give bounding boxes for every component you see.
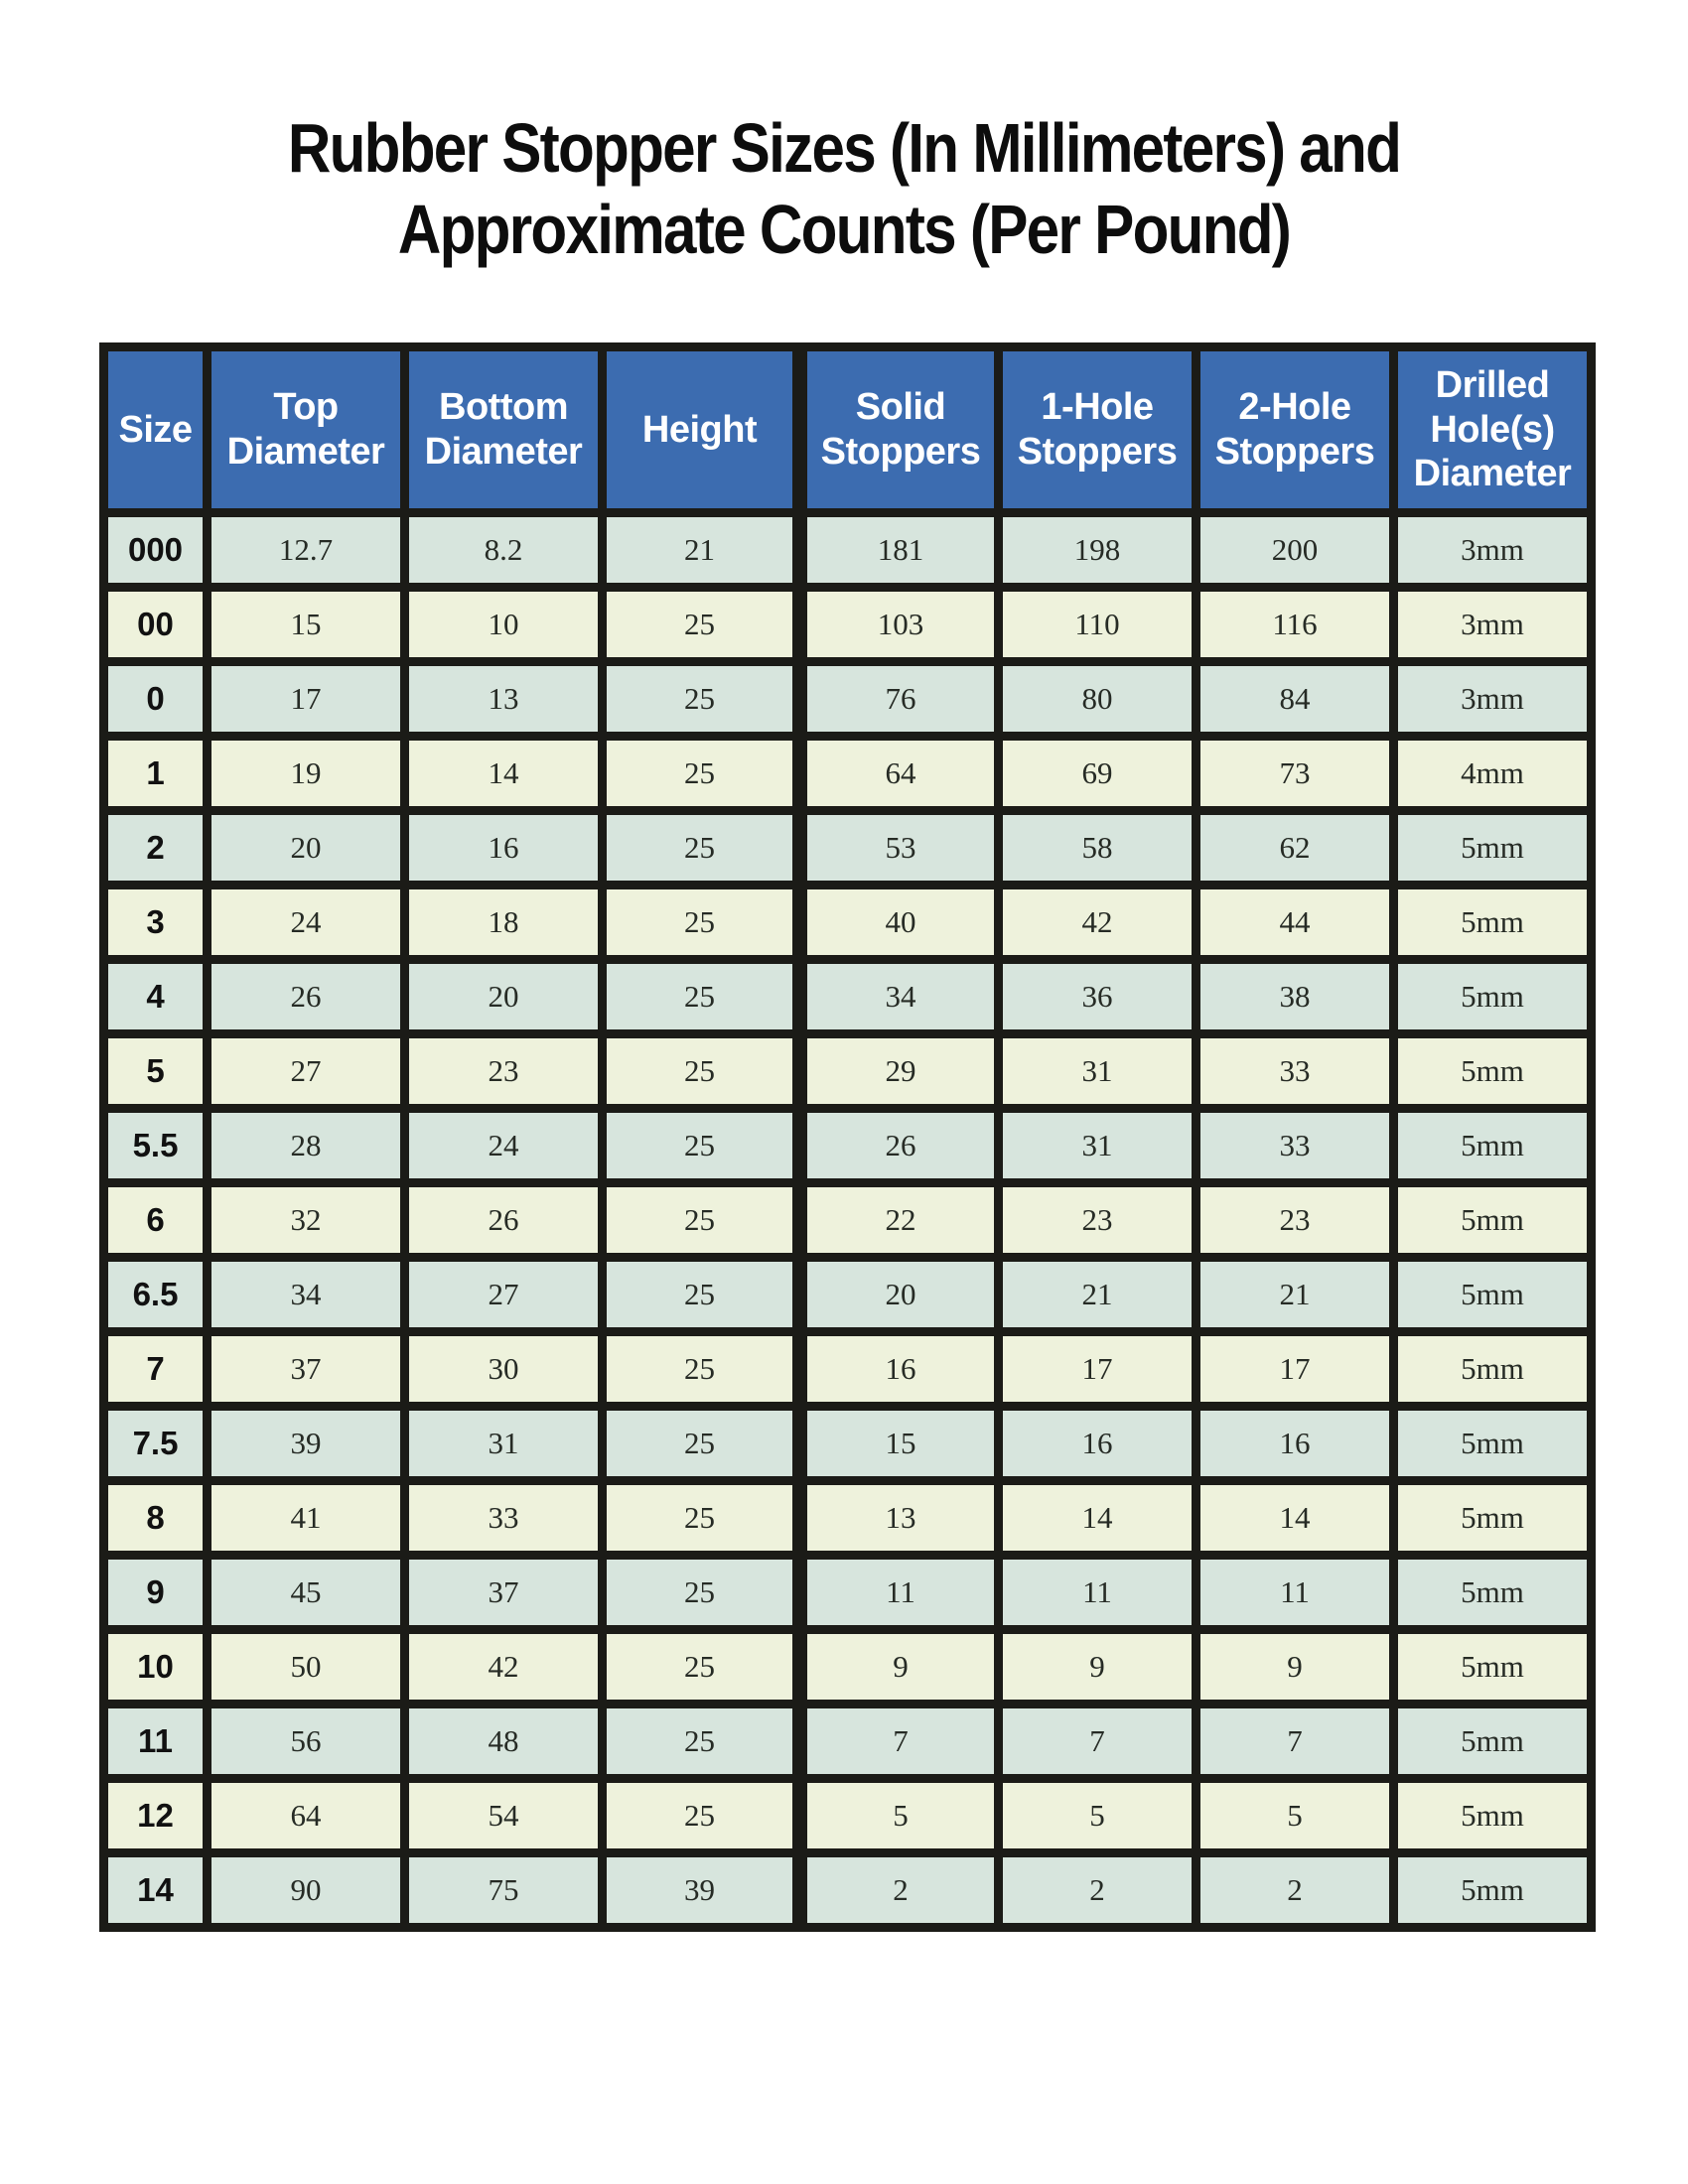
cell-solid-stoppers: 40 [800,886,999,960]
cell-1-hole-stoppers: 9 [999,1630,1196,1705]
cell-height: 25 [603,662,800,737]
page-title-line-2: Approximate Counts (Per Pound) [397,191,1291,268]
cell-bottom-diameter: 23 [405,1034,603,1109]
row-size-label: 0 [104,662,208,737]
cell-2-hole-stoppers: 38 [1196,960,1394,1034]
row-size-label: 00 [104,588,208,662]
cell-top-diameter: 19 [208,737,405,811]
cell-bottom-diameter: 54 [405,1779,603,1853]
cell-2-hole-stoppers: 11 [1196,1556,1394,1630]
cell-1-hole-stoppers: 5 [999,1779,1196,1853]
cell-height: 25 [603,1407,800,1481]
cell-solid-stoppers: 13 [800,1481,999,1556]
header-row [104,347,1592,513]
cell-drilled-hole-s-diameter: 5mm [1394,1258,1592,1332]
stopper-size-table [99,342,1596,1932]
cell-drilled-hole-s-diameter: 5mm [1394,1183,1592,1258]
cell-bottom-diameter: 31 [405,1407,603,1481]
cell-height: 39 [603,1853,800,1928]
cell-height: 25 [603,886,800,960]
cell-1-hole-stoppers: 21 [999,1258,1196,1332]
row-size-label: 6 [104,1183,208,1258]
row-size-label: 11 [104,1705,208,1779]
cell-2-hole-stoppers: 73 [1196,737,1394,811]
cell-height: 25 [603,1109,800,1183]
table-row-size-00 [104,588,1592,662]
table-row-size-000 [104,513,1592,588]
cell-top-diameter: 12.7 [208,513,405,588]
cell-top-diameter: 39 [208,1407,405,1481]
table-header [104,347,1592,513]
table-row-size-10 [104,1630,1592,1705]
cell-2-hole-stoppers: 84 [1196,662,1394,737]
cell-top-diameter: 34 [208,1258,405,1332]
cell-bottom-diameter: 75 [405,1853,603,1928]
cell-bottom-diameter: 13 [405,662,603,737]
cell-solid-stoppers: 22 [800,1183,999,1258]
cell-2-hole-stoppers: 44 [1196,886,1394,960]
cell-1-hole-stoppers: 36 [999,960,1196,1034]
row-size-label: 2 [104,811,208,886]
cell-height: 25 [603,1332,800,1407]
cell-height: 25 [603,1034,800,1109]
cell-drilled-hole-s-diameter: 5mm [1394,1034,1592,1109]
cell-1-hole-stoppers: 198 [999,513,1196,588]
cell-bottom-diameter: 48 [405,1705,603,1779]
column-header-drilled-hole-s-diameter: Drilled Hole(s) Diameter [1394,347,1592,513]
cell-height: 25 [603,1183,800,1258]
cell-bottom-diameter: 37 [405,1556,603,1630]
cell-1-hole-stoppers: 58 [999,811,1196,886]
cell-2-hole-stoppers: 9 [1196,1630,1394,1705]
cell-drilled-hole-s-diameter: 5mm [1394,1556,1592,1630]
cell-top-diameter: 24 [208,886,405,960]
table-row-size-8 [104,1481,1592,1556]
cell-drilled-hole-s-diameter: 5mm [1394,886,1592,960]
cell-drilled-hole-s-diameter: 3mm [1394,662,1592,737]
cell-height: 25 [603,588,800,662]
table-body [104,513,1592,1928]
cell-top-diameter: 45 [208,1556,405,1630]
column-header-top-diameter: Top Diameter [208,347,405,513]
column-header-2-hole-stoppers: 2-Hole Stoppers [1196,347,1394,513]
cell-solid-stoppers: 2 [800,1853,999,1928]
column-header-solid-stoppers: Solid Stoppers [800,347,999,513]
column-header-1-hole-stoppers: 1-Hole Stoppers [999,347,1196,513]
cell-bottom-diameter: 14 [405,737,603,811]
column-header-height: Height [603,347,800,513]
row-size-label: 000 [104,513,208,588]
cell-2-hole-stoppers: 116 [1196,588,1394,662]
cell-top-diameter: 41 [208,1481,405,1556]
cell-1-hole-stoppers: 16 [999,1407,1196,1481]
cell-height: 25 [603,1779,800,1853]
row-size-label: 6.5 [104,1258,208,1332]
cell-1-hole-stoppers: 42 [999,886,1196,960]
cell-height: 25 [603,960,800,1034]
cell-2-hole-stoppers: 23 [1196,1183,1394,1258]
cell-top-diameter: 32 [208,1183,405,1258]
cell-solid-stoppers: 16 [800,1332,999,1407]
cell-drilled-hole-s-diameter: 5mm [1394,811,1592,886]
table-row-size-11 [104,1705,1592,1779]
cell-top-diameter: 27 [208,1034,405,1109]
table-row-size-7-5 [104,1407,1592,1481]
cell-solid-stoppers: 9 [800,1630,999,1705]
cell-drilled-hole-s-diameter: 5mm [1394,960,1592,1034]
row-size-label: 5 [104,1034,208,1109]
cell-bottom-diameter: 24 [405,1109,603,1183]
cell-bottom-diameter: 27 [405,1258,603,1332]
cell-drilled-hole-s-diameter: 5mm [1394,1109,1592,1183]
column-header-bottom-diameter: Bottom Diameter [405,347,603,513]
column-header-size: Size [104,347,208,513]
cell-1-hole-stoppers: 2 [999,1853,1196,1928]
cell-2-hole-stoppers: 5 [1196,1779,1394,1853]
table-row-size-3 [104,886,1592,960]
table-row-size-4 [104,960,1592,1034]
cell-height: 25 [603,1630,800,1705]
cell-2-hole-stoppers: 33 [1196,1109,1394,1183]
cell-1-hole-stoppers: 31 [999,1034,1196,1109]
cell-top-diameter: 64 [208,1779,405,1853]
row-size-label: 10 [104,1630,208,1705]
cell-top-diameter: 56 [208,1705,405,1779]
cell-1-hole-stoppers: 17 [999,1332,1196,1407]
cell-bottom-diameter: 33 [405,1481,603,1556]
cell-drilled-hole-s-diameter: 5mm [1394,1853,1592,1928]
cell-drilled-hole-s-diameter: 5mm [1394,1779,1592,1853]
table-row-size-1 [104,737,1592,811]
row-size-label: 14 [104,1853,208,1928]
row-size-label: 9 [104,1556,208,1630]
cell-solid-stoppers: 76 [800,662,999,737]
cell-2-hole-stoppers: 200 [1196,513,1394,588]
cell-height: 25 [603,737,800,811]
cell-bottom-diameter: 10 [405,588,603,662]
cell-solid-stoppers: 11 [800,1556,999,1630]
cell-solid-stoppers: 20 [800,1258,999,1332]
cell-drilled-hole-s-diameter: 5mm [1394,1332,1592,1407]
cell-height: 21 [603,513,800,588]
table-row-size-14 [104,1853,1592,1928]
cell-1-hole-stoppers: 110 [999,588,1196,662]
cell-height: 25 [603,1258,800,1332]
cell-height: 25 [603,1481,800,1556]
page-title-line-1: Rubber Stopper Sizes (In Millimeters) and [287,109,1401,187]
cell-top-diameter: 17 [208,662,405,737]
cell-1-hole-stoppers: 80 [999,662,1196,737]
cell-solid-stoppers: 26 [800,1109,999,1183]
cell-solid-stoppers: 15 [800,1407,999,1481]
row-size-label: 5.5 [104,1109,208,1183]
cell-1-hole-stoppers: 11 [999,1556,1196,1630]
cell-drilled-hole-s-diameter: 3mm [1394,588,1592,662]
cell-solid-stoppers: 181 [800,513,999,588]
cell-top-diameter: 15 [208,588,405,662]
table-row-size-12 [104,1779,1592,1853]
cell-2-hole-stoppers: 33 [1196,1034,1394,1109]
cell-2-hole-stoppers: 17 [1196,1332,1394,1407]
cell-height: 25 [603,1556,800,1630]
cell-top-diameter: 50 [208,1630,405,1705]
cell-drilled-hole-s-diameter: 5mm [1394,1705,1592,1779]
cell-drilled-hole-s-diameter: 5mm [1394,1630,1592,1705]
cell-bottom-diameter: 8.2 [405,513,603,588]
cell-drilled-hole-s-diameter: 5mm [1394,1407,1592,1481]
cell-drilled-hole-s-diameter: 5mm [1394,1481,1592,1556]
page-title [0,107,1688,270]
cell-2-hole-stoppers: 21 [1196,1258,1394,1332]
cell-top-diameter: 37 [208,1332,405,1407]
table-row-size-2 [104,811,1592,886]
row-size-label: 1 [104,737,208,811]
row-size-label: 8 [104,1481,208,1556]
cell-solid-stoppers: 34 [800,960,999,1034]
cell-1-hole-stoppers: 14 [999,1481,1196,1556]
table-row-size-0 [104,662,1592,737]
row-size-label: 12 [104,1779,208,1853]
cell-solid-stoppers: 64 [800,737,999,811]
cell-1-hole-stoppers: 7 [999,1705,1196,1779]
table-row-size-6 [104,1183,1592,1258]
cell-bottom-diameter: 30 [405,1332,603,1407]
cell-1-hole-stoppers: 69 [999,737,1196,811]
cell-2-hole-stoppers: 14 [1196,1481,1394,1556]
cell-top-diameter: 20 [208,811,405,886]
table-row-size-7 [104,1332,1592,1407]
cell-bottom-diameter: 16 [405,811,603,886]
cell-2-hole-stoppers: 7 [1196,1705,1394,1779]
cell-drilled-hole-s-diameter: 4mm [1394,737,1592,811]
cell-bottom-diameter: 42 [405,1630,603,1705]
cell-solid-stoppers: 103 [800,588,999,662]
cell-bottom-diameter: 26 [405,1183,603,1258]
row-size-label: 3 [104,886,208,960]
table-row-size-6-5 [104,1258,1592,1332]
cell-2-hole-stoppers: 16 [1196,1407,1394,1481]
cell-1-hole-stoppers: 31 [999,1109,1196,1183]
cell-top-diameter: 28 [208,1109,405,1183]
cell-drilled-hole-s-diameter: 3mm [1394,513,1592,588]
row-size-label: 4 [104,960,208,1034]
cell-2-hole-stoppers: 2 [1196,1853,1394,1928]
cell-solid-stoppers: 53 [800,811,999,886]
cell-bottom-diameter: 18 [405,886,603,960]
cell-height: 25 [603,1705,800,1779]
cell-1-hole-stoppers: 23 [999,1183,1196,1258]
cell-height: 25 [603,811,800,886]
cell-solid-stoppers: 7 [800,1705,999,1779]
row-size-label: 7 [104,1332,208,1407]
cell-top-diameter: 90 [208,1853,405,1928]
cell-top-diameter: 26 [208,960,405,1034]
cell-solid-stoppers: 5 [800,1779,999,1853]
table-row-size-5-5 [104,1109,1592,1183]
table-row-size-5 [104,1034,1592,1109]
table-row-size-9 [104,1556,1592,1630]
cell-bottom-diameter: 20 [405,960,603,1034]
cell-2-hole-stoppers: 62 [1196,811,1394,886]
cell-solid-stoppers: 29 [800,1034,999,1109]
row-size-label: 7.5 [104,1407,208,1481]
